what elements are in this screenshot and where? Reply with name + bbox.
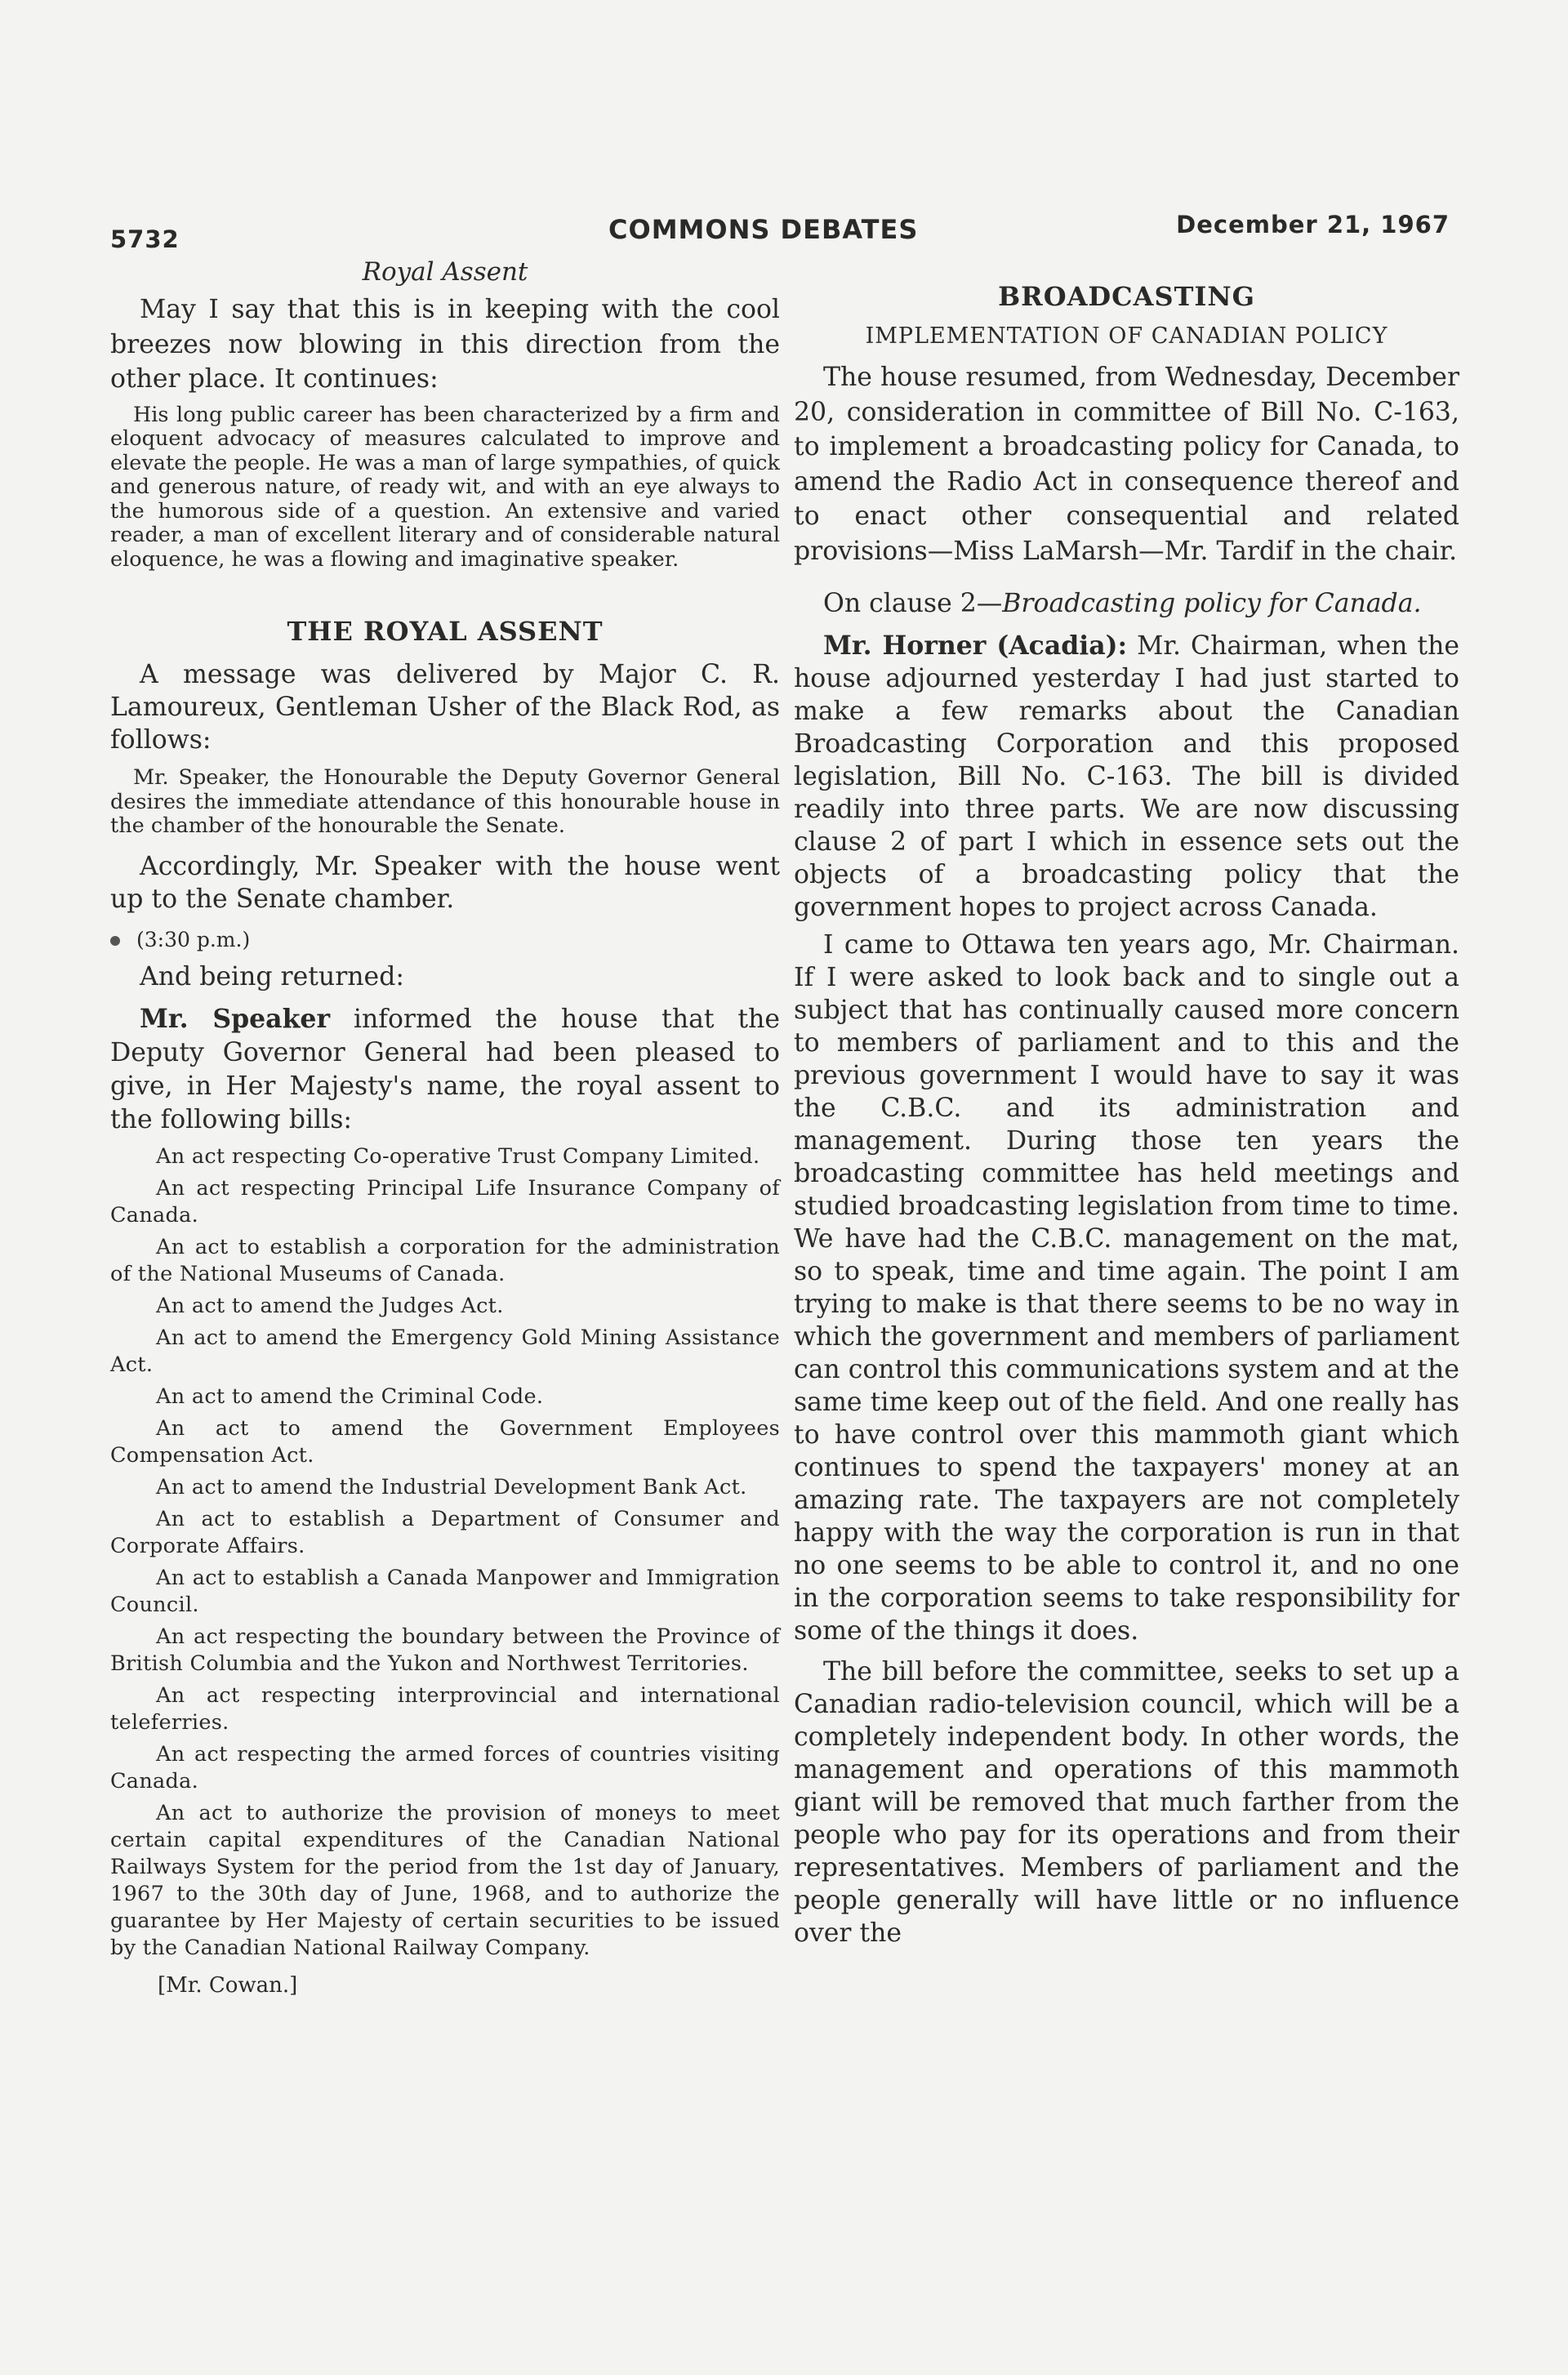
list-item: An act to amend the Government Employees Compensation Act. — [110, 1416, 780, 1468]
clause-title: Broadcasting policy for Canada. — [1002, 589, 1422, 618]
accordingly-paragraph: Accordingly, Mr. Speaker with the house went up to the Senate chamber. — [110, 851, 780, 914]
bill-paragraph: The bill before the committee, seeks to set up a Canadian radio-television council, which will be a completely independent body. In other words, the management and operations of this mammoth giant will be removed that much farther from the people who pay for its operations and from their representatives. Members of parliament and the people generally will have little or no influence over the — [794, 1656, 1459, 1948]
signoff: [Mr. Cowan.] — [158, 1973, 298, 1998]
royal-assent-section-title: THE ROYAL ASSENT — [287, 616, 604, 647]
list-item: An act respecting the armed forces of countries visiting Canada. — [110, 1742, 780, 1794]
ottawa-paragraph: I came to Ottawa ten years ago, Mr. Chairman. If I were asked to look back and to single out a subject that has continually caused more concern to members of parliament and to this and the previous government I would have to say it was the C.B.C. and its administration and management. During those ten years the broadcasting committee has held meetings and studied broadcasting legislation from time to time. We have had the C.B.C. management on the mat, so to speak, time and time again. The point I am trying to make is that there seems to be no way in which the government and members of parliament can control this communications system and at the same time keep out of the field. And one really has to have control over this mammoth giant which continues to spend the taxpayers' money at an amazing rate. The taxpayers are not completely happy with the way the corporation is run in that no one seems to be able to control it, and no one in the corporation seems to take responsibility for some of the things it does. — [794, 929, 1459, 1646]
clause-prefix: On clause 2— — [823, 589, 1003, 618]
speaker-text: informed the house that the Deputy Governor General had been pleased to give, in Her Majesty's name, the royal assent to the following bills: — [110, 1005, 780, 1134]
implementation-subtitle: IMPLEMENTATION OF CANADIAN POLICY — [865, 323, 1388, 349]
horner-text: Mr. Chairman, when the house adjourned yesterday I had just started to make a few remarks about the Canadian Broadcasting Corporation and this proposed legislation, Bill No. C-163. The bill is divided readily into three parts. We are now discussing clause 2 of part I which in essence sets out the objects of a broadcasting policy that the government hopes to project across Canada. — [794, 631, 1459, 922]
resumed-paragraph: The house resumed, from Wednesday, December 20, consideration in committee of Bill No. C-163, to implement a broadcasting policy for Canada, to amend the Radio Act in consequence thereof and to enact other consequential and related provisions—Miss LaMarsh—Mr. Tardif in the chair. — [794, 363, 1459, 566]
list-item: An act to authorize the provision of moneys to meet certain capital expenditures of the Canadian National Railways System for the period from the 1st day of January, 1967 to the 30th day of June, 1968, and to authorize the guarantee by Her Majesty of certain securities to be issued by the Canadian National Railway Company. — [110, 1801, 780, 1960]
right-column — [794, 255, 1459, 1949]
horner-name: Mr. Horner (Acadia): — [823, 630, 1128, 661]
list-item: An act to amend the Judges Act. — [156, 1294, 504, 1318]
list-item: An act respecting Co-operative Trust Company Limited. — [156, 1144, 760, 1169]
royal-assent-italic-head: Royal Assent — [362, 257, 528, 287]
list-item: An act to amend the Industrial Development Bank Act. — [156, 1475, 747, 1499]
page-number: 5732 — [110, 225, 180, 253]
time-stamp-line — [110, 924, 780, 956]
returned-paragraph: And being returned: — [140, 961, 404, 991]
running-head: COMMONS DEBATES — [608, 214, 919, 245]
bullet-icon — [110, 936, 120, 946]
speaker-paragraph — [110, 1002, 780, 1137]
list-item: An act to establish a corporation for the administration of the National Museums of Canada. — [110, 1235, 780, 1286]
speaker-name: Mr. Speaker — [140, 1004, 331, 1034]
horner-paragraph — [794, 630, 1459, 924]
header-date: December 21, 1967 — [1176, 211, 1450, 238]
message-quote: Mr. Speaker, the Honourable the Deputy Governor General desires the immediate attendance of this honourable house in the chamber of the honourable the Senate. — [110, 765, 780, 838]
broadcasting-section-title: BROADCASTING — [998, 281, 1255, 312]
quote-paragraph: His long public career has been characterized by a firm and eloquent advocacy of measures calculated to improve and elevate the people. He was a man of large sympathies, of quick and generous nature, of ready wit, and with an eye always to the humorous side of a question. An extensive and varied reader, a man of excellent literary and of considerable natural eloquence, he was a flowing and imaginative speaker. — [110, 402, 780, 572]
list-item: An act respecting interprovincial and international teleferries. — [110, 1683, 780, 1735]
list-item: An act respecting Principal Life Insurance Company of Canada. — [110, 1176, 780, 1228]
page-header — [110, 211, 1450, 252]
intro-paragraph: May I say that this is in keeping with the cool breezes now blowing in this direction from the other place. It continues: — [110, 295, 780, 394]
list-item: An act to establish a Canada Manpower and Immigration Council. — [110, 1566, 780, 1617]
clause-line — [794, 586, 1459, 622]
time-stamp: (3:30 p.m.) — [136, 927, 251, 951]
list-item: An act to establish a Department of Consumer and Corporate Affairs. — [110, 1507, 780, 1558]
acts-list — [110, 1143, 780, 1962]
list-item: An act to amend the Emergency Gold Mining Assistance Act. — [110, 1326, 780, 1377]
message-paragraph: A message was delivered by Major C. R. Lamoureux, Gentleman Usher of the Black Rod, as follows: — [110, 660, 780, 755]
left-column — [110, 255, 780, 1998]
list-item: An act respecting the boundary between the Province of British Columbia and the Yukon and Northwest Territories. — [110, 1624, 780, 1676]
list-item: An act to amend the Criminal Code. — [156, 1384, 544, 1409]
